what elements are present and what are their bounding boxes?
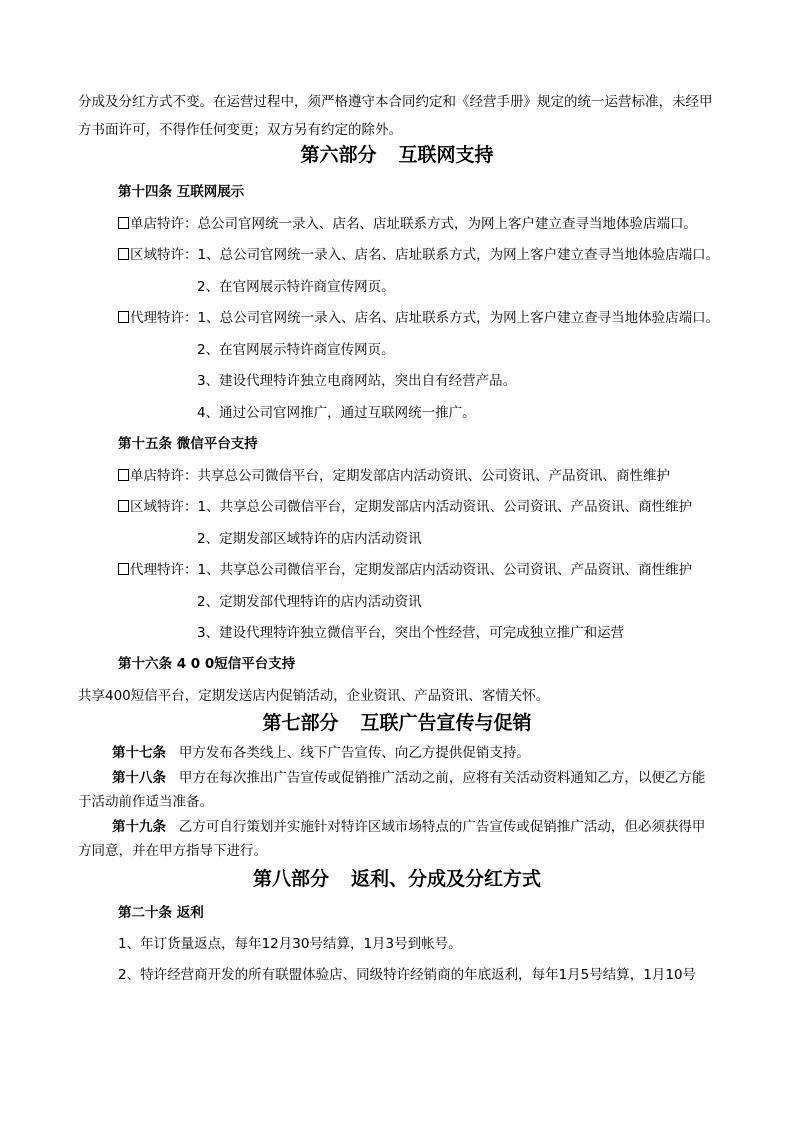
art15-single-text: 单店特许：共享总公司微信平台，定期发部店内活动资讯、公司资讯、产品资讯、商性维护 — [130, 468, 670, 484]
art19-line-2: 方同意，并在甲方指导下进行。 — [78, 843, 267, 859]
intro-line-2: 方书面许可，不得作任何变更；双方另有约定的除外。 — [78, 122, 402, 138]
art15-title: 第十五条 微信平台支持 — [118, 436, 258, 452]
part7-title: 互联广告宣传与促销 — [360, 712, 532, 734]
part7-heading — [0, 711, 794, 735]
art14-agent-4: 4、通过公司官网推广，通过互联网统一推广。 — [197, 405, 476, 421]
intro-line-1: 分成及分红方式不变。在运营过程中，须严格遵守本合同约定和《经营手册》规定的统一运营标准，未经甲 — [78, 94, 713, 110]
art15-agent-3: 3、建设代理特许独立微信平台，突出个性经营，可完成独立推广和运营 — [197, 625, 625, 641]
art14-agent-3: 3、建设代理特许独立电商网站，突出自有经营产品。 — [197, 373, 517, 389]
art16-title: 第十六条 4 0 0短信平台支持 — [118, 656, 296, 672]
art15-regional-1 — [118, 498, 692, 516]
art17 — [112, 744, 530, 762]
part7-number: 第七部分 — [262, 712, 339, 734]
checkbox[interactable] — [118, 469, 129, 481]
art18-line-1 — [112, 769, 705, 787]
art18-label: 第十八条 — [112, 770, 166, 786]
art15-agent-1 — [118, 561, 692, 579]
art14-agent-text: 代理特许：1、总公司官网统一录入、店名、店址联系方式，为网上客户建立查寻当地体验店端口。 — [130, 310, 720, 326]
art20-item-2: 2、特许经营商开发的所有联盟体验店、同级特许经销商的年底返利，每年1月5号结算，1月10号 — [118, 967, 697, 983]
art20-item-1: 1、年订货量返点，每年12月30号结算，1月3号到帐号。 — [118, 936, 462, 952]
art19-label: 第十九条 — [112, 819, 166, 835]
art14-single-text: 单店特许：总公司官网统一录入、店名、店址联系方式，为网上客户建立查寻当地体验店端口。 — [130, 216, 697, 232]
art14-agent-1 — [118, 309, 719, 327]
art15-agent-2: 2、定期发部代理特许的店内活动资讯 — [197, 594, 422, 610]
art14-regional-text: 区域特许：1、总公司官网统一录入、店名、店址联系方式，为网上客户建立查寻当地体验店端口。 — [130, 247, 720, 263]
checkbox[interactable] — [118, 217, 129, 229]
art15-agent-text: 代理特许：1、共享总公司微信平台，定期发部店内活动资讯、公司资讯、产品资讯、商性维护 — [130, 562, 693, 578]
art17-label: 第十七条 — [112, 745, 166, 761]
art19-line-1 — [112, 818, 705, 836]
part6-number: 第六部分 — [300, 144, 377, 166]
art14-single — [118, 215, 697, 233]
part6-heading — [0, 143, 794, 167]
art20-title: 第二十条 返利 — [118, 905, 204, 921]
art18-line-2: 于活动前作适当准备。 — [78, 794, 213, 810]
art15-regional-2: 2、定期发部区域特许的店内活动资讯 — [197, 531, 422, 547]
checkbox[interactable] — [118, 248, 129, 260]
art19-text: 乙方可自行策划并实施针对特许区域市场特点的广告宣传或促销推广活动，但必须获得甲 — [178, 819, 706, 835]
part8-number: 第八部分 — [252, 868, 329, 890]
art14-agent-2: 2、在官网展示特许商宣传网页。 — [197, 342, 395, 358]
art17-text: 甲方发布各类线上、线下广告宣传、向乙方提供促销支持。 — [178, 745, 530, 761]
art14-title: 第十四条 互联网展示 — [118, 184, 245, 200]
checkbox[interactable] — [118, 311, 129, 323]
art15-regional-text: 区域特许：1、共享总公司微信平台，定期发部店内活动资讯、公司资讯、产品资讯、商性维护 — [130, 499, 693, 515]
part6-title: 互联网支持 — [398, 144, 494, 166]
art15-single — [118, 467, 670, 485]
art14-regional-1 — [118, 246, 719, 264]
part8-title: 返利、分成及分红方式 — [351, 868, 542, 890]
checkbox[interactable] — [118, 500, 129, 512]
part8-heading — [0, 867, 794, 891]
art14-regional-2: 2、在官网展示特许商宣传网页。 — [197, 279, 395, 295]
checkbox[interactable] — [118, 563, 129, 575]
art16-text: 共享400短信平台，定期发送店内促销活动，企业资讯、产品资讯、客情关怀。 — [78, 688, 550, 704]
art18-text: 甲方在每次推出广告宣传或促销推广活动之前，应将有关活动资料通知乙方，以便乙方能 — [178, 770, 706, 786]
